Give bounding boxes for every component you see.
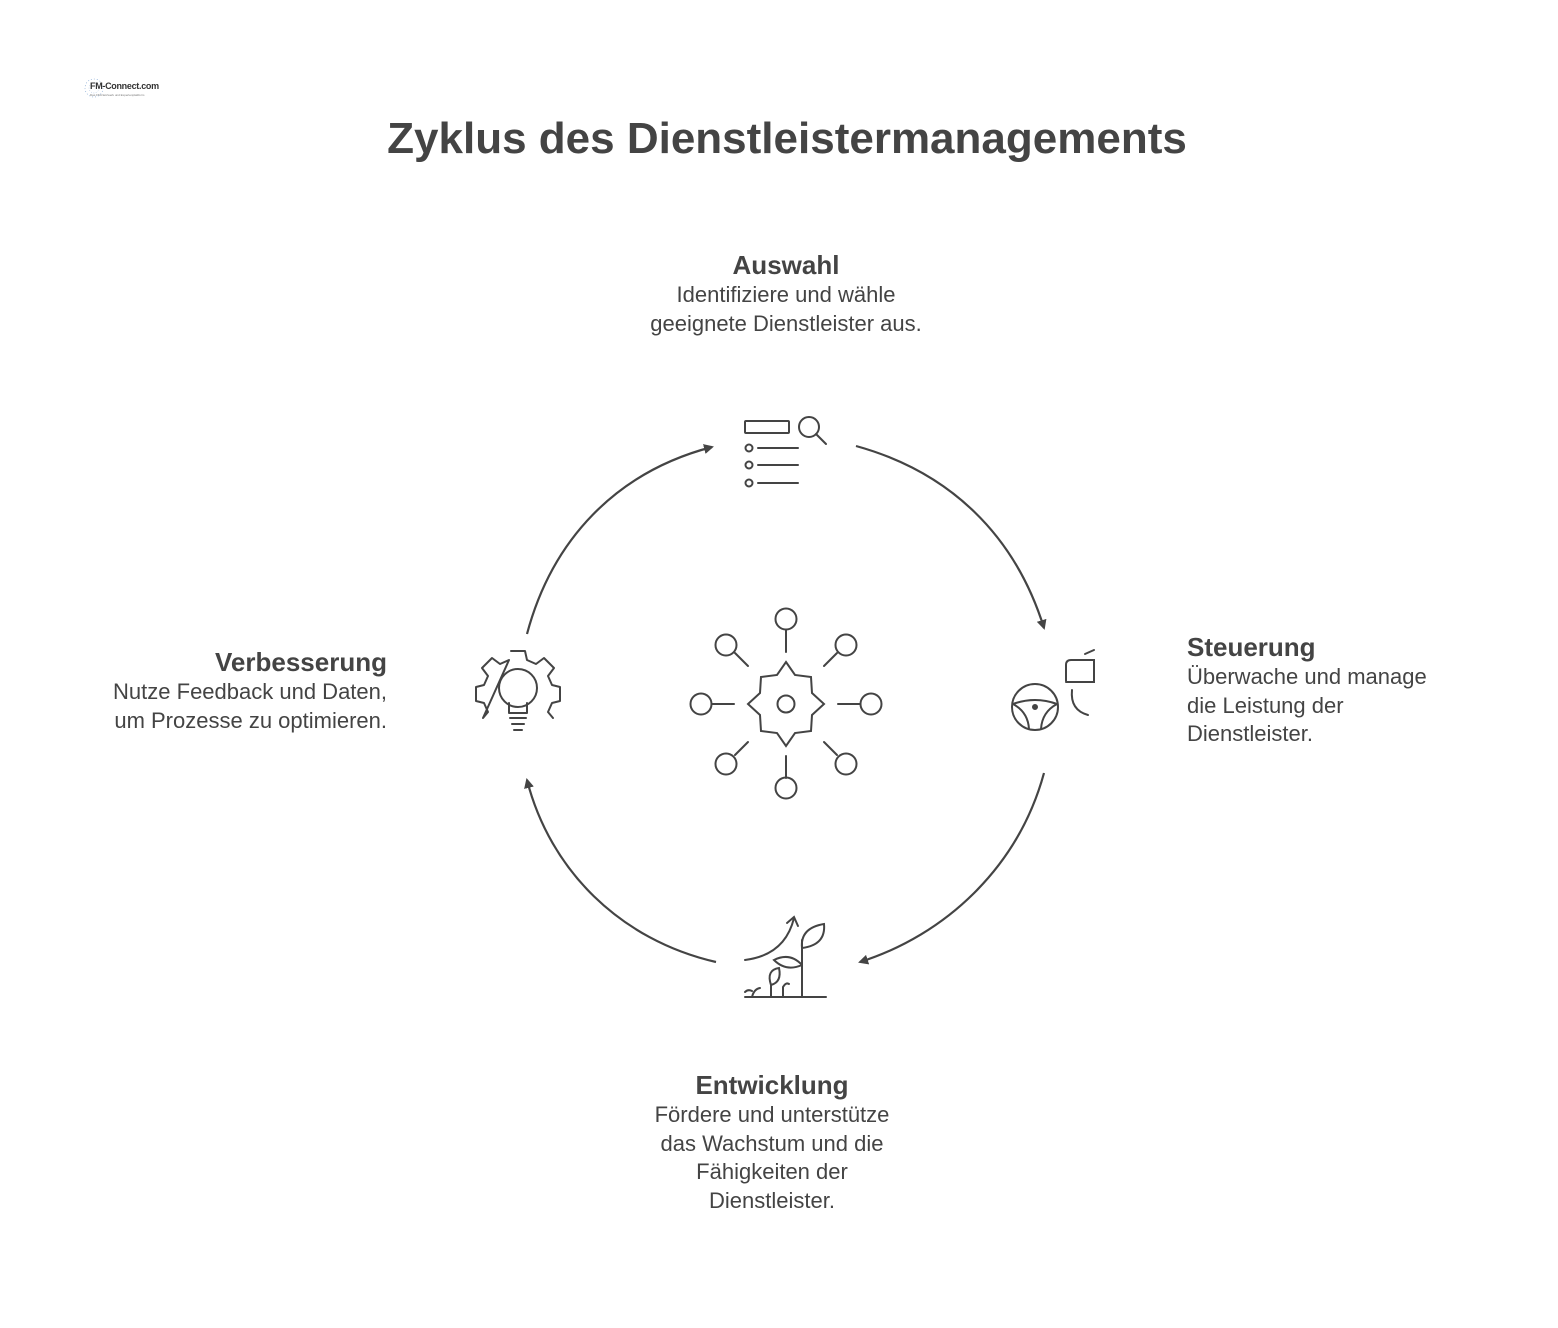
stage-steuerung-description: Überwache und manage die Leistung der Dienstleister. (1187, 664, 1427, 746)
stage-verbesserung-description: Nutze Feedback und Daten, um Prozesse zu optimieren. (113, 679, 387, 733)
stage-steuerung-title: Steuerung (1187, 632, 1316, 662)
logo-text: FM-Connect.com (90, 81, 159, 91)
stage-verbesserung-title: Verbesserung (215, 647, 387, 677)
plant-growth-icon (745, 917, 826, 997)
arrow-auswahl-to-steuerung (856, 446, 1044, 628)
network-gear-icon (691, 609, 882, 799)
stage-auswahl-title: Auswahl (732, 250, 840, 280)
list-search-icon (745, 417, 826, 487)
arrow-steuerung-to-entwicklung (860, 773, 1044, 962)
logo-subtext: Das FM-Netzwerk und Expertenplattform (90, 93, 145, 97)
stage-entwicklung-title: Entwicklung (695, 1070, 849, 1100)
arrow-verbesserung-to-auswahl (527, 447, 712, 634)
steering-wheel-icon (1012, 650, 1094, 730)
page-title: Zyklus des Dienstleistermanagements (387, 114, 1187, 163)
arrow-entwicklung-to-verbesserung (527, 780, 716, 962)
gear-lightbulb-icon (476, 651, 560, 730)
stage-auswahl-description: Identifiziere und wähle geeignete Dienstleister aus. (650, 282, 922, 336)
stage-entwicklung-description: Fördere und unterstütze das Wachstum und die Fähigkeiten der Dienstleister. (654, 1102, 890, 1213)
